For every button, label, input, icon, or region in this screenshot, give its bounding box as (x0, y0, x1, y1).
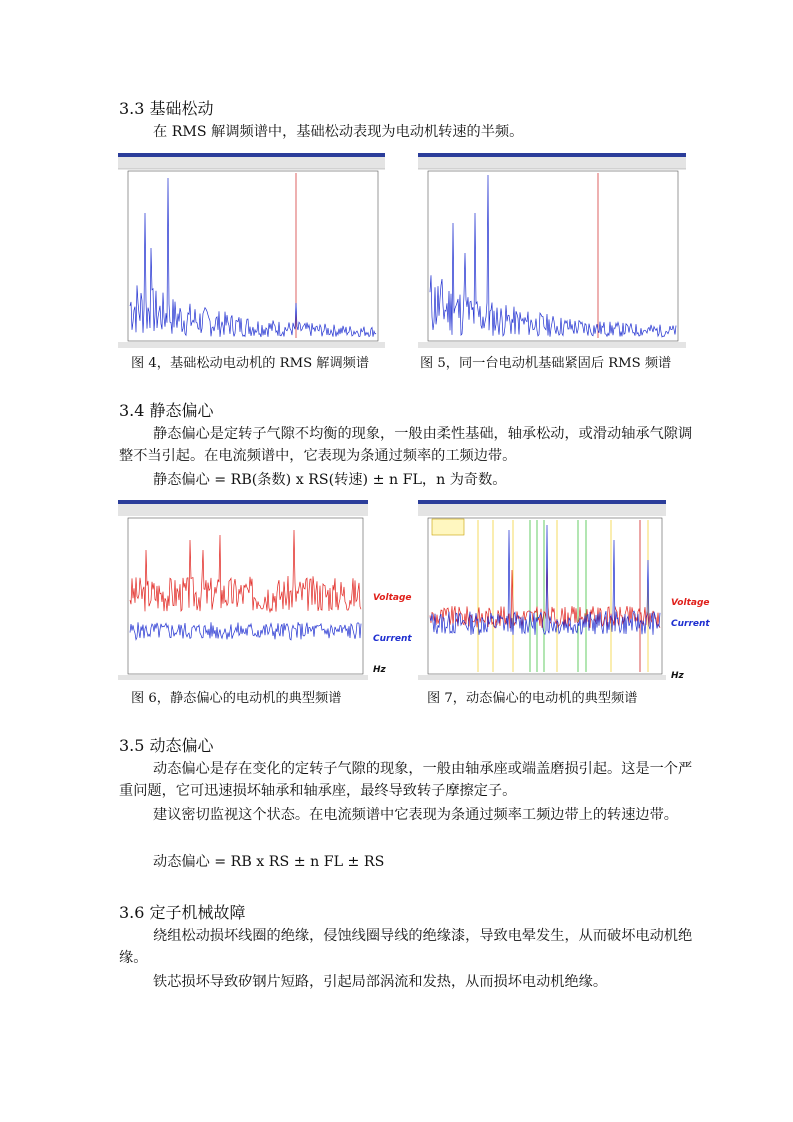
section-3-5-paragraph-1: 动态偏心是存在变化的定转子气隙的现象，一般由轴承座或端盖磨损引起。这是一个严重问题，它可迅速损坏轴承和轴承座，最终导致转子摩擦定子。 (119, 761, 693, 799)
section-3-6-paragraph-1: 绕组松动损坏线圈的绝缘，侵蚀线圈导线的绝缘漆，导致电晕发生，从而破坏电动机绝缘。 (119, 928, 693, 966)
figure-7-hz-label: Hz (671, 671, 684, 681)
figure-6-svg (118, 500, 368, 680)
section-3-4-title: 3.4 静态偏心 (119, 401, 214, 420)
figure-7-caption: 图 7，动态偏心的电动机的典型频谱 (427, 691, 638, 706)
section-3-4-paragraph-1: 静态偏心是定转子气隙不均衡的现象，一般由柔性基础，轴承松动，或滑动轴承气隙调整不当引起。在电流频谱中，它表现为条通过频率的工频边带。 (119, 426, 693, 464)
section-3-4-paragraph-2: 静态偏心 = RB(条数) x RS(转速) ± n FL，n 为奇数。 (153, 472, 507, 488)
figure-6-caption: 图 6，静态偏心的电动机的典型频谱 (131, 691, 342, 706)
figure-7-svg (418, 500, 666, 680)
section-3-3-paragraph: 在 RMS 解调频谱中，基础松动表现为电动机转速的半频。 (153, 124, 524, 140)
figure-5-svg (418, 153, 686, 348)
figure-4-rms-spectrum-loose-base (118, 153, 385, 348)
figure-6-current-label: Current (373, 634, 412, 644)
figure-6-voltage-label: Voltage (373, 593, 412, 603)
section-3-3-title: 3.3 基础松动 (119, 99, 214, 118)
section-3-6-paragraph-2: 铁芯损坏导致矽钢片短路，引起局部涡流和发热，从而损坏电动机绝缘。 (153, 974, 608, 990)
figure-4-svg (118, 153, 385, 348)
figure-6-static-eccentricity-spectrum (118, 500, 368, 680)
figure-7-dynamic-eccentricity-spectrum (418, 500, 666, 680)
section-3-5-paragraph-3: 动态偏心 = RB x RS ± n FL ± RS (153, 854, 385, 870)
section-3-5-paragraph-2: 建议密切监视这个状态。在电流频谱中它表现为条通过频率工频边带上的转速边带。 (153, 807, 678, 823)
figure-6-hz-label: Hz (373, 665, 386, 675)
figure-7-voltage-label: Voltage (671, 598, 710, 608)
figure-4-caption: 图 4，基础松动电动机的 RMS 解调频谱 (131, 356, 370, 371)
figure-5-caption: 图 5，同一台电动机基础紧固后 RMS 频谱 (420, 356, 672, 371)
section-3-6-title: 3.6 定子机械故障 (119, 903, 246, 922)
figure-5-rms-spectrum-after-fix (418, 153, 686, 348)
figure-7-current-label: Current (671, 619, 710, 629)
section-3-5-title: 3.5 动态偏心 (119, 736, 214, 755)
